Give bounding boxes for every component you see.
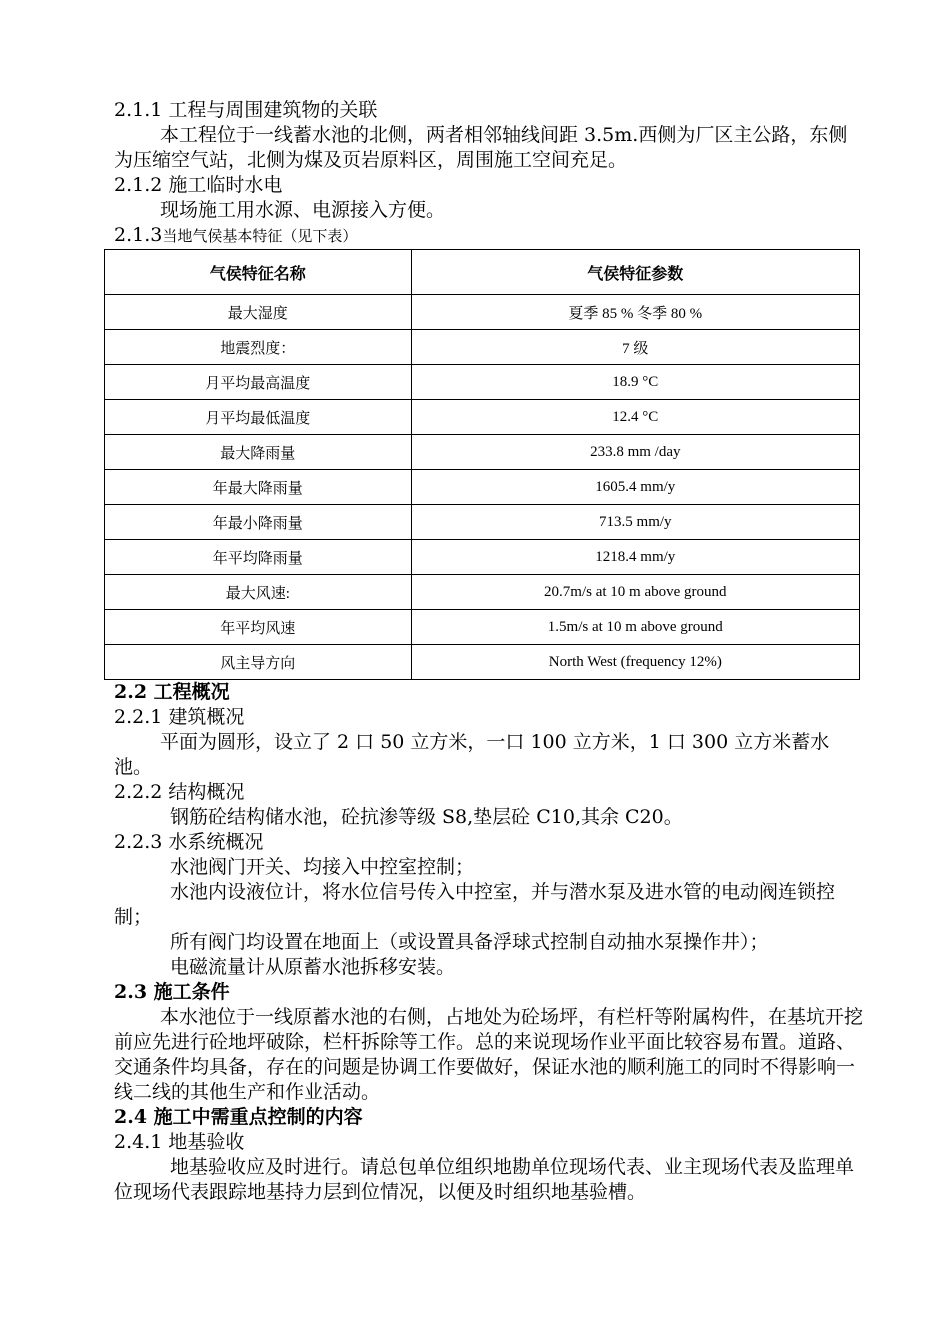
cell-value: 713.5 mm/y <box>411 505 859 540</box>
cell-value: 20.7m/s at 10 m above ground <box>411 575 859 610</box>
paragraph-utilities: 现场施工用水源、电源接入方便。 <box>160 199 446 221</box>
table-header-row <box>105 250 860 295</box>
section-heading-2-2: 2.2 工程概况 <box>114 681 230 703</box>
list-item: 水池阀门开关、均接入中控室控制； <box>170 856 475 878</box>
section-heading-2-2-3: 2.2.3 水系统概况 <box>114 831 264 853</box>
section-heading-2-1-2: 2.1.2 施工临时水电 <box>114 174 283 196</box>
list-item: 电磁流量计从原蓄水池拆移安装。 <box>170 956 456 978</box>
header-name: 气侯特征名称 <box>105 250 412 295</box>
section-heading-2-4-1: 2.4.1 地基验收 <box>114 1131 245 1153</box>
section-heading-2-1-1: 2.1.1 工程与周围建筑物的关联 <box>114 99 378 121</box>
cell-value: 7 级 <box>411 330 859 365</box>
section-heading-2-3: 2.3 施工条件 <box>114 981 230 1003</box>
cell-name: 年最小降雨量 <box>105 505 412 540</box>
table-row <box>105 365 860 400</box>
climate-table <box>104 249 860 680</box>
cell-value: 1605.4 mm/y <box>411 470 859 505</box>
cell-name: 最大湿度 <box>105 295 412 330</box>
cell-name: 月平均最高温度 <box>105 365 412 400</box>
table-caption-text: 当地气侯基本特征（见下表） <box>162 227 358 245</box>
table-caption-number: 2.1.3 <box>114 224 163 246</box>
cell-name: 年平均风速 <box>105 610 412 645</box>
paragraph-surroundings: 本工程位于一线蓄水池的北侧，两者相邻轴线间距 3.5m.西侧为厂区主公路，东侧为压缩空气站，北侧为煤及页岩原料区，周围施工空间充足。 <box>114 124 848 171</box>
section-heading-2-4: 2.4 施工中需重点控制的内容 <box>114 1106 363 1128</box>
cell-name: 最大风速: <box>105 575 412 610</box>
cell-name: 月平均最低温度 <box>105 400 412 435</box>
table-row <box>105 505 860 540</box>
cell-name: 地震烈度： <box>105 330 412 365</box>
paragraph-structure: 钢筋砼结构储水池，砼抗渗等级 S8,垫层砼 C10,其余 C20。 <box>170 806 683 828</box>
table-row <box>105 435 860 470</box>
table-row <box>105 470 860 505</box>
table-row <box>105 610 860 645</box>
table-row <box>105 575 860 610</box>
paragraph-foundation: 地基验收应及时进行。请总包单位组织地勘单位现场代表、业主现场代表及监理单位现场代表跟踪地基持力层到位情况，以便及时组织地基验槽。 <box>114 1156 855 1203</box>
table-row <box>105 295 860 330</box>
cell-value: 18.9 °C <box>411 365 859 400</box>
paragraph-conditions: 本水池位于一线原蓄水池的右侧，占地处为砼场坪，有栏杆等附属构件，在基坑开挖前应先进行砼地坪破除，栏杆拆除等工作。总的来说现场作业平面比较容易布置。道路、交通条件均具备，存在的问题是协调工作要做好，保证水池的顺利施工的同时不得影响一线二线的其他生产和作业活动。 <box>114 1006 864 1103</box>
cell-value: 1.5m/s at 10 m above ground <box>411 610 859 645</box>
header-param: 气侯特征参数 <box>411 250 859 295</box>
section-heading-2-2-1: 2.2.1 建筑概况 <box>114 706 245 728</box>
cell-name: 最大降雨量 <box>105 435 412 470</box>
cell-value: 233.8 mm /day <box>411 435 859 470</box>
cell-value: North West (frequency 12%) <box>411 645 859 680</box>
paragraph-building: 平面为圆形，设立了 2 口 50 立方米，一口 100 立方米，1 口 300 立方米蓄水池。 <box>114 731 830 778</box>
document-page <box>114 98 864 1205</box>
cell-name: 年最大降雨量 <box>105 470 412 505</box>
list-item: 水池内设液位计，将水位信号传入中控室，并与潜水泵及进水管的电动阀连锁控制； <box>114 881 836 928</box>
table-row <box>105 540 860 575</box>
section-heading-2-2-2: 2.2.2 结构概况 <box>114 781 245 803</box>
table-row <box>105 400 860 435</box>
cell-value: 12.4 °C <box>411 400 859 435</box>
table-row <box>105 330 860 365</box>
table-row <box>105 645 860 680</box>
cell-value: 夏季 85 % 冬季 80 % <box>411 295 859 330</box>
list-item: 所有阀门均设置在地面上（或设置具备浮球式控制自动抽水泵操作井）； <box>170 931 769 953</box>
cell-name: 风主导方向 <box>105 645 412 680</box>
cell-value: 1218.4 mm/y <box>411 540 859 575</box>
cell-name: 年平均降雨量 <box>105 540 412 575</box>
table-caption <box>114 223 864 249</box>
